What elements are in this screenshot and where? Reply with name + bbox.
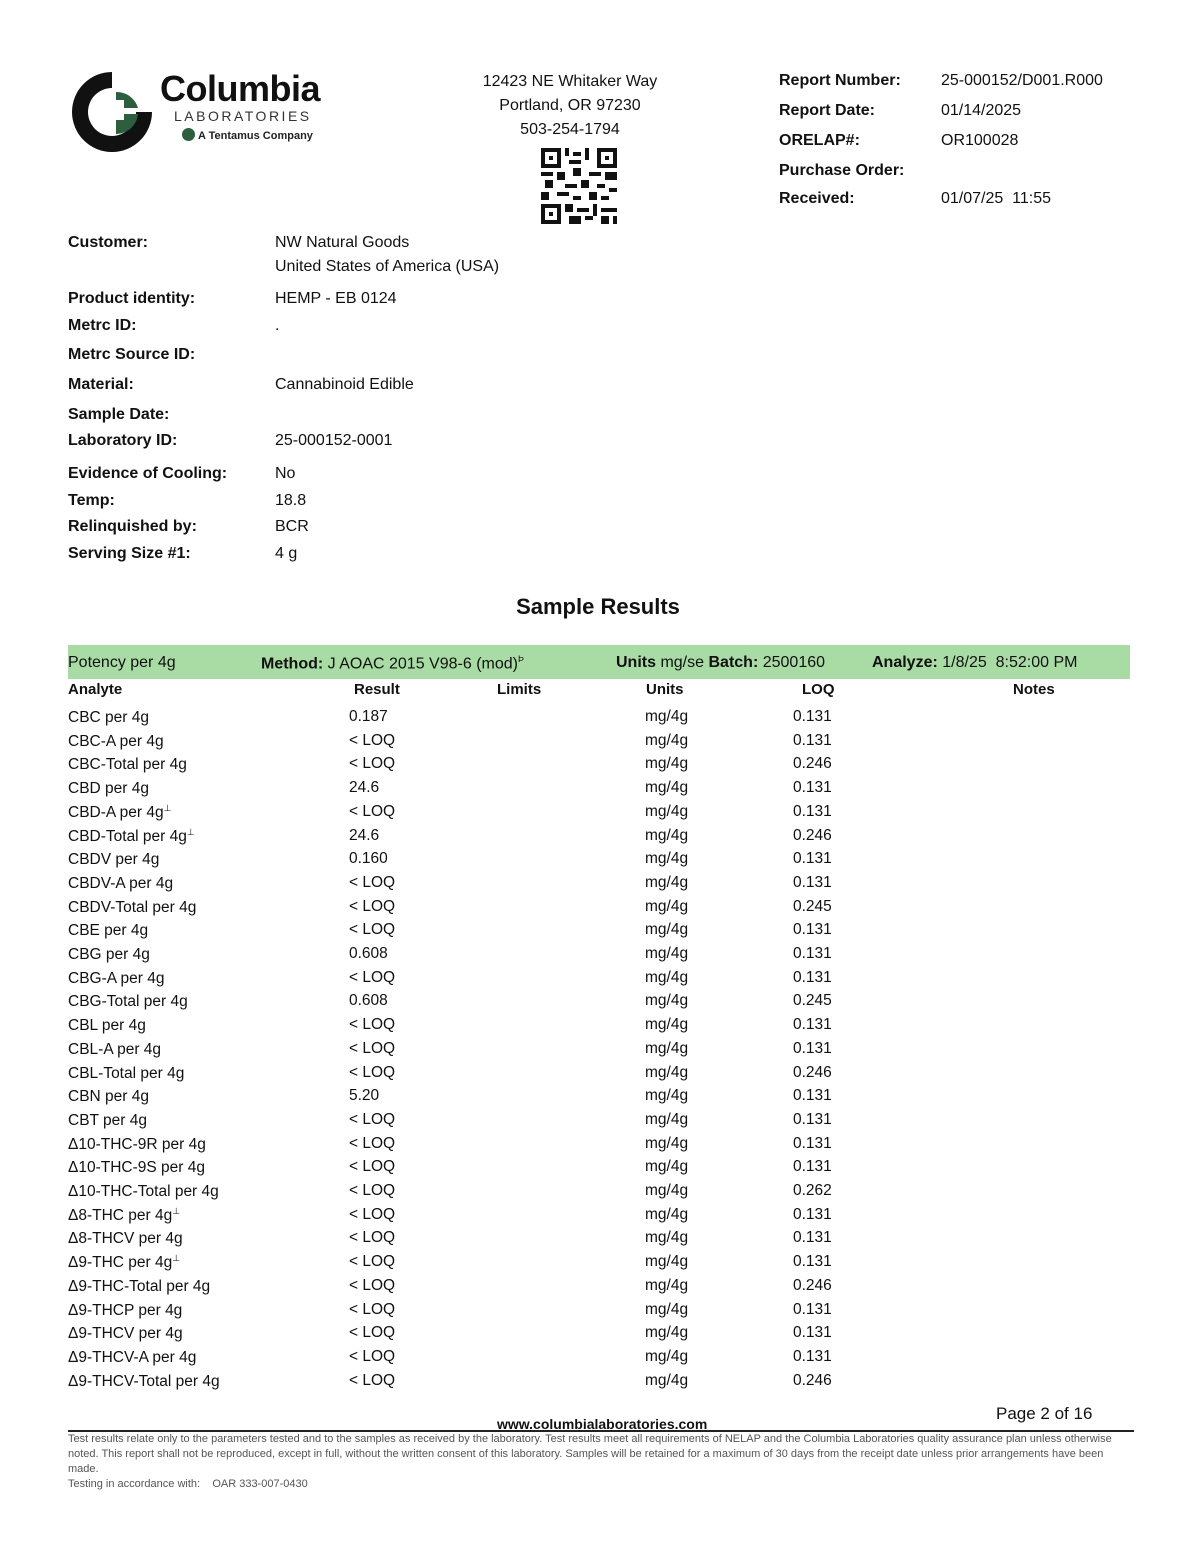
cell-analyte xyxy=(68,874,173,893)
cell-result: < LOQ xyxy=(349,1253,396,1270)
info-value: 4 g xyxy=(275,545,298,562)
cell-result: < LOQ xyxy=(349,1206,396,1223)
standard-label: Testing in accordance with: xyxy=(68,1478,201,1490)
analyte-name: CBDV-A per 4g xyxy=(68,875,174,893)
cell-analyte xyxy=(68,708,149,727)
batch-value: 2500160 xyxy=(762,654,826,671)
standard-value: OAR 333-007-0430 xyxy=(212,1478,308,1490)
info-value-line2: United States of America (USA) xyxy=(275,258,500,275)
analyte-name: Δ10-THC-9R per 4g xyxy=(68,1136,206,1154)
website-link[interactable]: www.columbialaboratories.com xyxy=(497,1416,708,1432)
analyte-name: Δ9-THCV-Total per 4g xyxy=(68,1373,220,1391)
footnote-mark: ⊥ xyxy=(172,1253,181,1263)
analyte-name: CBL-A per 4g xyxy=(68,1041,162,1059)
analyte-name: Δ10-THC-Total per 4g xyxy=(68,1183,219,1201)
cell-analyte xyxy=(68,1324,183,1343)
analyte-name: Δ9-THC-Total per 4g xyxy=(68,1278,211,1296)
analyte-name: CBD-A per 4g xyxy=(68,804,164,822)
cell-units: mg/4g xyxy=(645,1064,689,1081)
cell-units: mg/4g xyxy=(645,779,689,796)
page-number: Page 2 of 16 xyxy=(996,1404,1093,1423)
analyte-name: CBD per 4g xyxy=(68,780,149,798)
report-number-value: 25-000152/D001.R000 xyxy=(941,72,1103,89)
analyte-name: CBG-Total per 4g xyxy=(68,993,188,1011)
cell-analyte xyxy=(68,969,165,988)
cell-loq: 0.131 xyxy=(793,969,832,986)
cell-units: mg/4g xyxy=(645,1372,689,1389)
analyte-name: Δ9-THC per 4g xyxy=(68,1254,173,1272)
cell-result: 0.160 xyxy=(349,850,388,867)
report-number-row xyxy=(779,70,1103,100)
cell-analyte xyxy=(68,898,196,917)
cell-units: mg/4g xyxy=(645,1324,689,1341)
cell-units: mg/4g xyxy=(645,1111,689,1128)
cell-result: < LOQ xyxy=(349,1348,396,1365)
info-label: Sample Date: xyxy=(68,406,170,423)
cell-result: < LOQ xyxy=(349,1229,396,1246)
batch-label: Batch: xyxy=(708,654,759,671)
report-details xyxy=(779,70,1103,220)
columbia-logo xyxy=(68,68,338,158)
orelap-row xyxy=(779,130,1103,160)
info-label: Evidence of Cooling: xyxy=(68,465,228,482)
analyze xyxy=(872,654,1077,672)
info-value: 18.8 xyxy=(275,492,307,509)
method-value: J AOAC 2015 V98-6 (mod) xyxy=(327,655,518,673)
cell-result: < LOQ xyxy=(349,1016,396,1033)
tentamus-icon xyxy=(182,128,195,141)
cell-units: mg/4g xyxy=(645,992,689,1009)
report-date-value: 01/14/2025 xyxy=(941,102,1022,119)
analyze-value: 1/8/25 8:52:00 PM xyxy=(942,654,1078,671)
cell-loq: 0.131 xyxy=(793,1087,832,1104)
potency-name: Potency per 4g xyxy=(68,654,176,671)
analyte-name: Δ10-THC-9S per 4g xyxy=(68,1159,205,1177)
method xyxy=(261,654,524,673)
analyze-label: Analyze: xyxy=(872,654,938,671)
lab-address xyxy=(460,70,680,142)
analyte-name: CBC-Total per 4g xyxy=(68,756,187,774)
cell-units: mg/4g xyxy=(645,874,689,891)
cell-loq: 0.246 xyxy=(793,1064,832,1081)
analyte-name: CBT per 4g xyxy=(68,1112,147,1130)
cell-result: 5.20 xyxy=(349,1087,380,1104)
units-value: mg/se xyxy=(660,654,705,671)
cell-loq: 0.131 xyxy=(793,1016,832,1033)
analyte-name: CBN per 4g xyxy=(68,1088,149,1106)
disclaimer xyxy=(68,1432,1134,1492)
logo-subtitle: LABORATORIES xyxy=(174,108,312,124)
footnote-mark: ⊥ xyxy=(172,1206,181,1216)
cell-result: < LOQ xyxy=(349,732,396,749)
cell-loq: 0.246 xyxy=(793,827,832,844)
cell-loq: 0.262 xyxy=(793,1182,832,1199)
cell-analyte xyxy=(68,1348,196,1367)
logo-mark-icon xyxy=(68,68,158,156)
report-date-row xyxy=(779,100,1103,130)
cell-result: < LOQ xyxy=(349,874,396,891)
cell-result: < LOQ xyxy=(349,1324,396,1341)
cell-result: < LOQ xyxy=(349,898,396,915)
disclaimer-text: Test results relate only to the parameters tested and to the samples as received by the laboratory. Test results meet all requirements of NELAP and the Columbia Laboratories quality assurance plan unless otherwise noted. This report shall not be reproduced, except in full, without the written consent of this laboratory. Samples will be retained for a maximum of 30 days from the receipt date unless prior arrangements have been made. xyxy=(68,1433,1112,1475)
cell-loq: 0.131 xyxy=(793,1158,832,1175)
cell-units: mg/4g xyxy=(645,945,689,962)
analyte-name: Δ9-THCV per 4g xyxy=(68,1325,183,1343)
cell-units: mg/4g xyxy=(645,755,689,772)
cell-result: < LOQ xyxy=(349,1182,396,1199)
info-value: No xyxy=(275,465,296,482)
cell-analyte xyxy=(68,1135,206,1154)
cell-result: < LOQ xyxy=(349,803,396,820)
cell-units: mg/4g xyxy=(645,1253,689,1270)
info-value: HEMP - EB 0124 xyxy=(275,290,397,307)
qr-code-icon[interactable] xyxy=(541,148,617,224)
analyte-name: CBD-Total per 4g xyxy=(68,828,187,846)
cell-analyte xyxy=(68,1182,219,1201)
info-label: Metrc Source ID: xyxy=(68,346,196,363)
cell-result: < LOQ xyxy=(349,969,396,986)
info-label: Laboratory ID: xyxy=(68,432,178,449)
cell-analyte xyxy=(68,992,188,1011)
info-value: NW Natural Goods xyxy=(275,234,410,251)
analyte-name: CBDV per 4g xyxy=(68,851,160,869)
cell-units: mg/4g xyxy=(645,827,689,844)
orelap-value: OR100028 xyxy=(941,132,1019,149)
cell-units: mg/4g xyxy=(645,1158,689,1175)
cell-units: mg/4g xyxy=(645,708,689,725)
address-line1: 12423 NE Whitaker Way xyxy=(482,73,658,90)
info-label: Temp: xyxy=(68,492,115,509)
footnote-mark: ⊥ xyxy=(186,827,195,837)
cell-units: mg/4g xyxy=(645,1040,689,1057)
cell-analyte xyxy=(68,1206,180,1225)
cell-units: mg/4g xyxy=(645,921,689,938)
cell-units: mg/4g xyxy=(645,1087,689,1104)
logo-tagline xyxy=(182,128,313,142)
report-number-label: Report Number: xyxy=(779,72,901,89)
method-label: Method: xyxy=(261,655,324,673)
cell-analyte xyxy=(68,779,149,798)
analyte-name: CBG-A per 4g xyxy=(68,970,165,988)
analyte-name: Δ9-THCP per 4g xyxy=(68,1302,183,1320)
info-label: Metrc ID: xyxy=(68,317,137,334)
col-analyte: Analyte xyxy=(68,681,123,698)
cell-units: mg/4g xyxy=(645,803,689,820)
cell-result: < LOQ xyxy=(349,1135,396,1152)
cell-units: mg/4g xyxy=(645,850,689,867)
analyte-name: CBL-Total per 4g xyxy=(68,1065,185,1083)
cell-analyte xyxy=(68,1087,149,1106)
cell-analyte xyxy=(68,921,148,940)
cell-analyte xyxy=(68,850,159,869)
cell-units: mg/4g xyxy=(645,898,689,915)
tagline-text: A Tentamus Company xyxy=(198,130,313,142)
cell-units: mg/4g xyxy=(645,1301,689,1318)
cell-analyte xyxy=(68,1229,183,1248)
report-date-label: Report Date: xyxy=(779,102,876,119)
info-value: . xyxy=(275,317,280,334)
analyte-name: CBC per 4g xyxy=(68,709,149,727)
cell-loq: 0.131 xyxy=(793,1135,832,1152)
phone: 503-254-1794 xyxy=(520,121,620,138)
cell-loq: 0.245 xyxy=(793,992,832,1009)
units-label: Units xyxy=(616,654,656,671)
received-label: Received: xyxy=(779,190,855,207)
analyte-name: Δ8-THCV per 4g xyxy=(68,1230,183,1248)
received-row xyxy=(779,188,1103,218)
col-loq: LOQ xyxy=(802,681,835,698)
cell-loq: 0.131 xyxy=(793,732,832,749)
cell-loq: 0.131 xyxy=(793,1229,832,1246)
cell-analyte xyxy=(68,803,171,822)
cell-loq: 0.131 xyxy=(793,874,832,891)
standard-line xyxy=(68,1477,1134,1492)
info-label: Serving Size #1: xyxy=(68,545,191,562)
cell-units: mg/4g xyxy=(645,1182,689,1199)
cell-result: < LOQ xyxy=(349,1301,396,1318)
info-value: BCR xyxy=(275,518,309,535)
received-value: 01/07/25 11:55 xyxy=(941,190,1052,207)
footnote-mark: ⊥ xyxy=(163,803,172,813)
cell-units: mg/4g xyxy=(645,1206,689,1223)
cell-analyte xyxy=(68,1064,184,1083)
info-label: Relinquished by: xyxy=(68,518,197,535)
cell-loq: 0.246 xyxy=(793,1372,832,1389)
cell-loq: 0.131 xyxy=(793,1253,832,1270)
cell-result: 0.187 xyxy=(349,708,388,725)
cell-loq: 0.131 xyxy=(793,1324,832,1341)
cell-analyte xyxy=(68,1253,180,1272)
info-value: 25-000152-0001 xyxy=(275,432,393,449)
cell-result: 0.608 xyxy=(349,945,388,962)
cell-units: mg/4g xyxy=(645,969,689,986)
cell-loq: 0.131 xyxy=(793,850,832,867)
cell-result: < LOQ xyxy=(349,1064,396,1081)
info-label: Material: xyxy=(68,376,134,393)
cell-result: < LOQ xyxy=(349,1111,396,1128)
cell-analyte xyxy=(68,1301,182,1320)
cell-units: mg/4g xyxy=(645,1229,689,1246)
cell-loq: 0.131 xyxy=(793,803,832,820)
units-batch xyxy=(616,654,825,672)
cell-result: 24.6 xyxy=(349,827,380,844)
purchase-order-label: Purchase Order: xyxy=(779,162,905,179)
cell-result: < LOQ xyxy=(349,1040,396,1057)
analyte-name: CBL per 4g xyxy=(68,1017,146,1035)
cell-loq: 0.245 xyxy=(793,898,832,915)
cell-loq: 0.246 xyxy=(793,1277,832,1294)
info-value: Cannabinoid Edible xyxy=(275,376,414,393)
col-units: Units xyxy=(646,681,684,698)
cell-loq: 0.131 xyxy=(793,1301,832,1318)
col-result: Result xyxy=(354,681,400,698)
info-label: Product identity: xyxy=(68,290,196,307)
cell-units: mg/4g xyxy=(645,1348,689,1365)
analyte-name: Δ9-THCV-A per 4g xyxy=(68,1349,197,1367)
col-limits: Limits xyxy=(497,681,542,698)
analyte-name: Δ8-THC per 4g xyxy=(68,1207,173,1225)
purchase-order-row xyxy=(779,160,1103,190)
method-mark: Þ xyxy=(517,654,524,664)
cell-loq: 0.131 xyxy=(793,1111,832,1128)
cell-loq: 0.131 xyxy=(793,779,832,796)
cell-result: 24.6 xyxy=(349,779,380,796)
section-title: Sample Results xyxy=(516,594,680,619)
cell-analyte xyxy=(68,1277,210,1296)
analyte-name: CBG per 4g xyxy=(68,946,150,964)
info-label: Customer: xyxy=(68,234,149,251)
cell-analyte xyxy=(68,1040,161,1059)
cell-loq: 0.131 xyxy=(793,945,832,962)
cell-result: < LOQ xyxy=(349,1158,396,1175)
potency-header-bar xyxy=(68,645,1130,679)
cell-analyte xyxy=(68,755,187,774)
cell-analyte xyxy=(68,945,150,964)
col-notes: Notes xyxy=(1013,681,1055,698)
cell-loq: 0.131 xyxy=(793,708,832,725)
logo-wordmark: Columbia xyxy=(160,68,321,109)
cell-analyte xyxy=(68,1111,147,1130)
cell-result: < LOQ xyxy=(349,921,396,938)
cell-analyte xyxy=(68,827,195,846)
cell-loq: 0.131 xyxy=(793,1040,832,1057)
analyte-name: CBC-A per 4g xyxy=(68,733,164,751)
cell-units: mg/4g xyxy=(645,1135,689,1152)
cell-units: mg/4g xyxy=(645,1016,689,1033)
cell-analyte xyxy=(68,1372,220,1391)
cell-result: < LOQ xyxy=(349,1277,396,1294)
cell-analyte xyxy=(68,732,164,751)
cell-analyte xyxy=(68,1016,146,1035)
cell-loq: 0.131 xyxy=(793,921,832,938)
cell-units: mg/4g xyxy=(645,1277,689,1294)
analyte-name: CBDV-Total per 4g xyxy=(68,899,197,917)
orelap-label: ORELAP#: xyxy=(779,132,860,149)
cell-loq: 0.131 xyxy=(793,1206,832,1223)
address-line2: Portland, OR 97230 xyxy=(499,97,641,114)
cell-result: < LOQ xyxy=(349,1372,396,1389)
cell-result: < LOQ xyxy=(349,755,396,772)
cell-loq: 0.131 xyxy=(793,1348,832,1365)
cell-units: mg/4g xyxy=(645,732,689,749)
cell-analyte xyxy=(68,1158,205,1177)
analyte-name: CBE per 4g xyxy=(68,922,149,940)
cell-loq: 0.246 xyxy=(793,755,832,772)
cell-result: 0.608 xyxy=(349,992,388,1009)
